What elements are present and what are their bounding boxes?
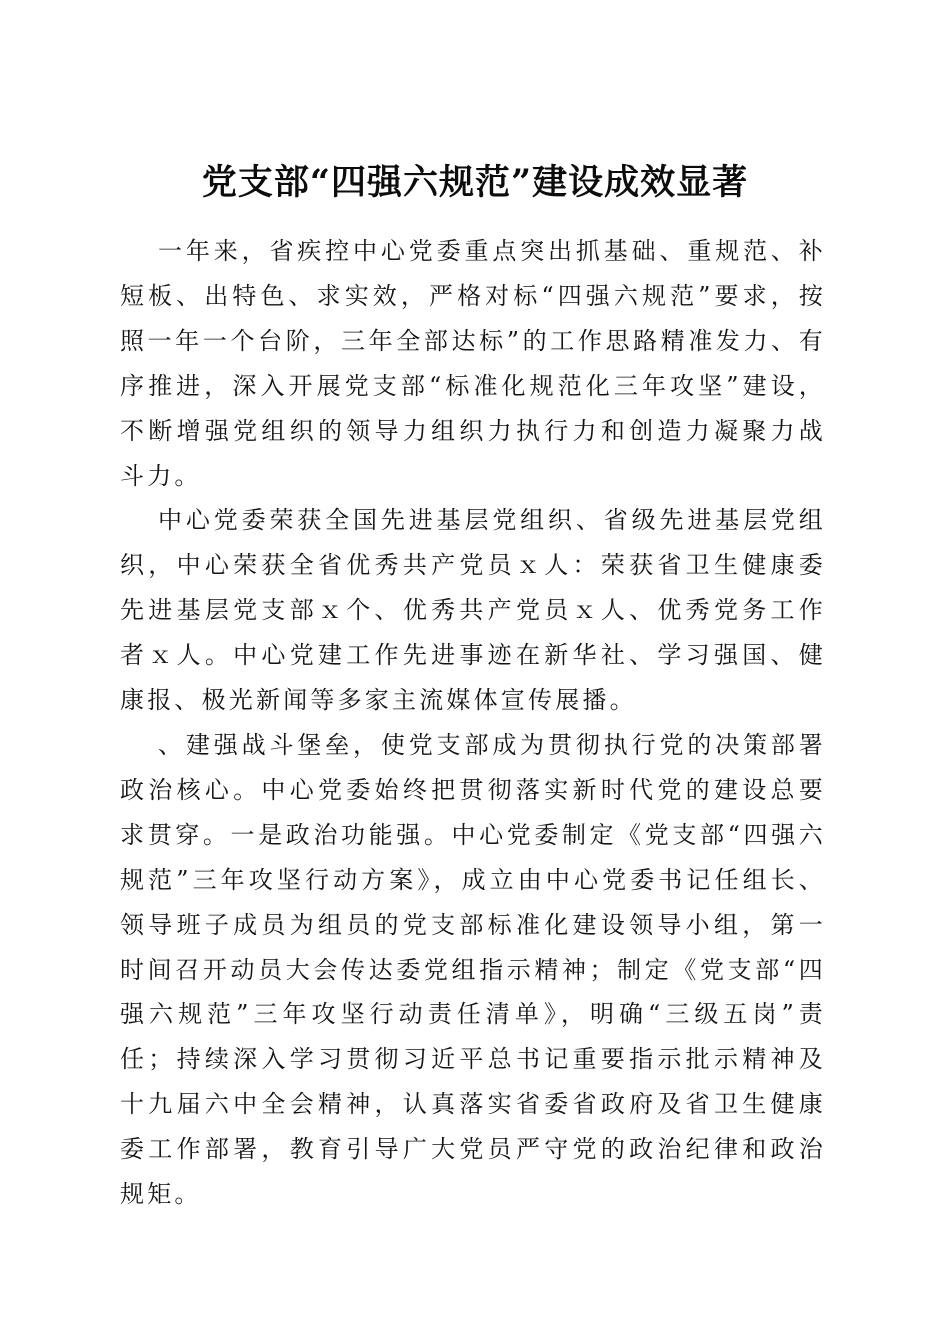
paragraph-intro: 一年来，省疾控中心党委重点突出抓基础、重规范、补短板、出特色、求实效，严格对标“四强六规范”要求，按照一年一个台阶，三年全部达标”的工作思路精准发力、有序推进，深入开展党支部“标准化规范化三年攻坚”建设，不断增强党组织的领导力组织力执行力和创造力凝聚力战斗力。 <box>120 237 826 490</box>
document-body <box>120 229 826 1217</box>
document-title: 党支部“四强六规范”建设成效显著 <box>201 162 749 204</box>
paragraph-honors: 中心党委荣获全国先进基层党组织、省级先进基层党组织，中心荣获全省优秀共产党员ｘ人：荣获省卫生健康委先进基层党支部ｘ个、优秀共产党员ｘ人、优秀党务工作者ｘ人。中心党建工作先进事迹在新华社、学习强国、健康报、极光新闻等多家主流媒体宣传展播。 <box>120 506 826 715</box>
paragraph-political-function: 、建强战斗堡垒，使党支部成为贯彻执行党的决策部署政治核心。中心党委始终把贯彻落实新时代党的建设总要求贯穿。一是政治功能强。中心党委制定《党支部“四强六规范”三年攻坚行动方案》，成立由中心党委书记任组长、领导班子成员为组员的党支部标准化建设领导小组，第一时间召开动员大会传达委党组指示精神；制定《党支部“四强六规范”三年攻坚行动责任清单》，明确“三级五岗”责任；持续深入学习贯彻习近平总书记重要指示批示精神及十九届六中全会精神，认真落实省委省政府及省卫生健康委工作部署，教育引导广大党员严守党的政治纪律和政治规矩。 <box>120 730 826 1209</box>
